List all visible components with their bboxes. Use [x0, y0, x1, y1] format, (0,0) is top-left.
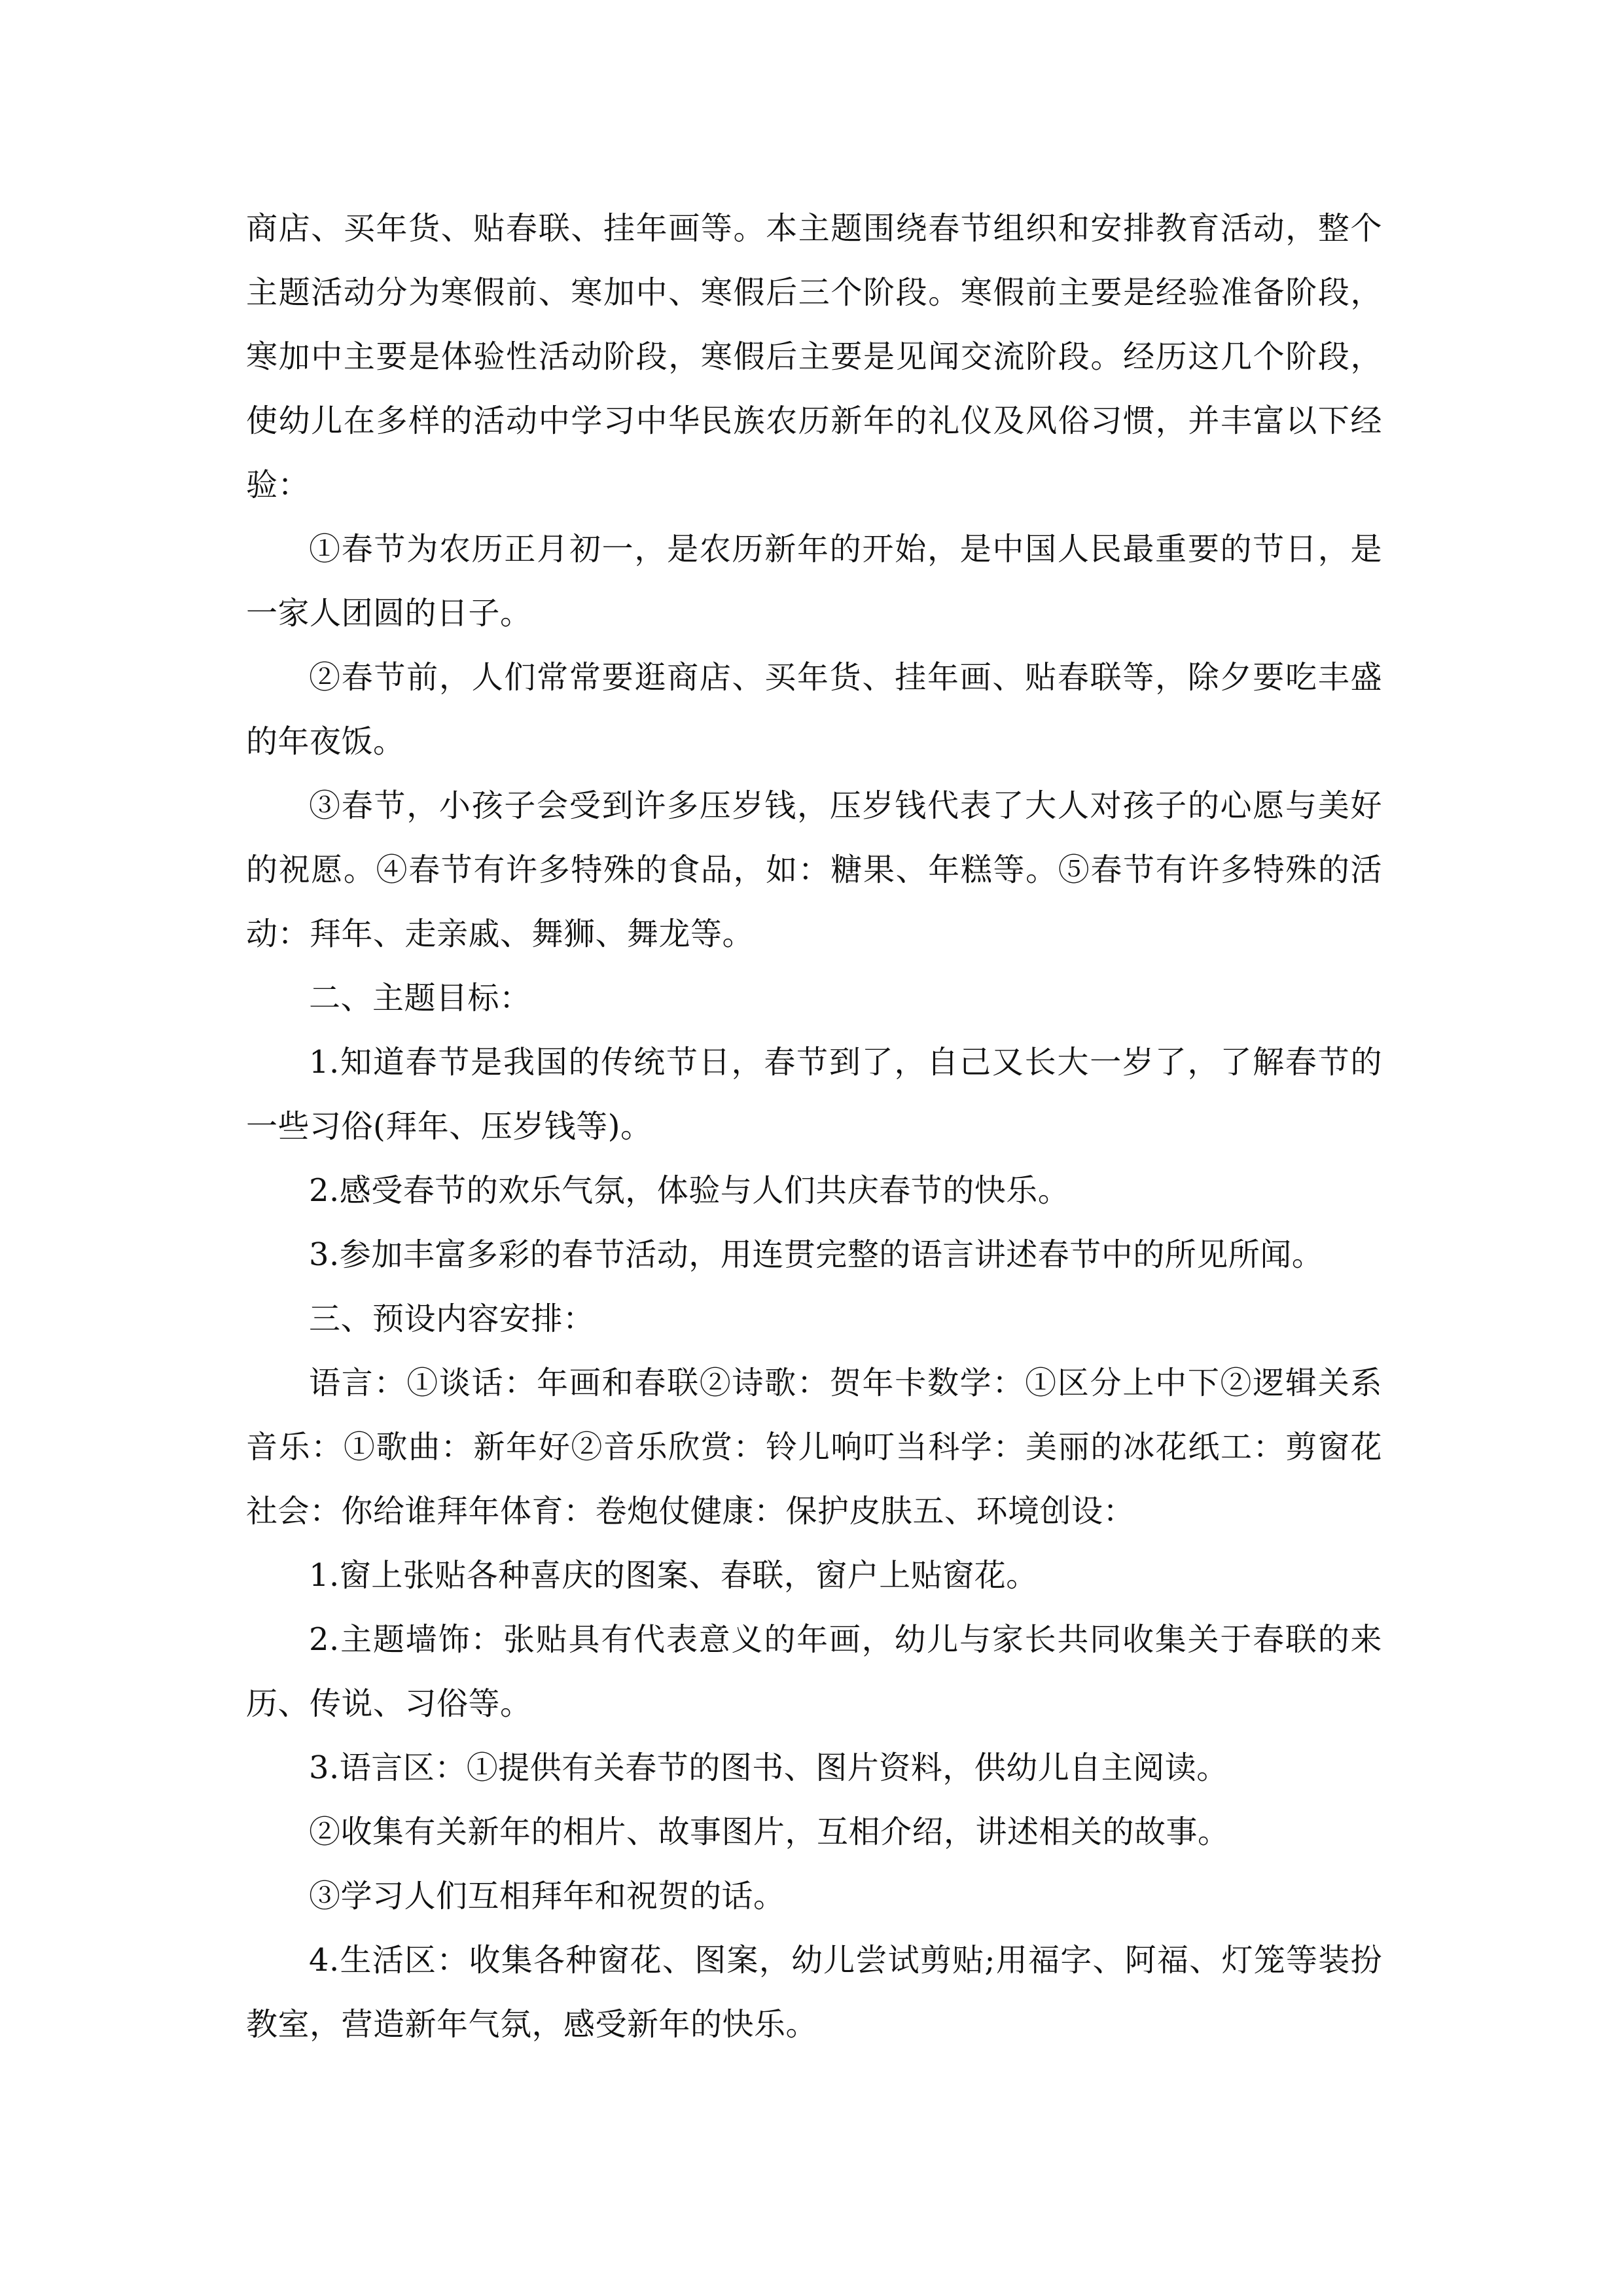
goal-item-1: 1.知道春节是我国的传统节日，春节到了，自己又长大一岁了，了解春节的一些习俗(拜年、压岁钱等)。: [246, 1044, 1382, 1145]
paragraph-experience-1: ①春节为农历正月初一，是农历新年的开始，是中国人民最重要的节日，是一家人团圆的日子。: [246, 531, 1382, 632]
paragraph-intro-continued: 商店、买年货、贴春联、挂年画等。本主题围绕春节组织和安排教育活动，整个主题活动分为寒假前、寒加中、寒假后三个阶段。寒假前主要是经验准备阶段，寒加中主要是体验性活动阶段，寒假后主要是见闻交流阶段。经历这几个阶段，使幼儿在多样的活动中学习中华民族农历新年的礼仪及风俗习惯，并丰富以下经验：: [246, 210, 1382, 503]
environment-item-3: 3.语言区：①提供有关春节的图书、图片资料，供幼儿自主阅读。: [309, 1749, 1228, 1786]
section-heading-content: 三、预设内容安排：: [309, 1300, 595, 1337]
environment-item-2: 2.主题墙饰：张贴具有代表意义的年画，幼儿与家长共同收集关于春联的来历、传说、习俗等。: [246, 1621, 1382, 1722]
document-body: [246, 196, 1382, 2056]
environment-item-3-sub-2: ②收集有关新年的相片、故事图片，互相介绍，讲述相关的故事。: [309, 1814, 1230, 1850]
environment-item-3-sub-3: ③学习人们互相拜年和祝贺的话。: [309, 1878, 785, 1914]
environment-item-1: 1.窗上张贴各种喜庆的图案、春联，窗户上贴窗花。: [309, 1557, 1038, 1594]
environment-item-4: 4.生活区：收集各种窗花、图案，幼儿尝试剪贴;用福字、阿福、灯笼等装扮教室，营造新年气氛，感受新年的快乐。: [246, 1942, 1382, 2043]
paragraph-experience-2: ②春节前，人们常常要逛商店、买年货、挂年画、贴春联等，除夕要吃丰盛的年夜饭。: [246, 659, 1382, 760]
goal-item-2: 2.感受春节的欢乐气氛，体验与人们共庆春节的快乐。: [309, 1172, 1070, 1209]
paragraph-curriculum: 语言：①谈话：年画和春联②诗歌：贺年卡数学：①区分上中下②逻辑关系音乐：①歌曲：新年好②音乐欣赏：铃儿响叮当科学：美丽的冰花纸工：剪窗花社会：你给谁拜年体育：卷炮仗健康：保护皮肤五、环境创设：: [246, 1365, 1382, 1530]
goal-item-3: 3.参加丰富多彩的春节活动，用连贯完整的语言讲述春节中的所见所闻。: [309, 1236, 1324, 1273]
paragraph-experience-3-5: ③春节，小孩子会受到许多压岁钱，压岁钱代表了大人对孩子的心愿与美好的祝愿。④春节有许多特殊的食品，如：糖果、年糕等。⑤春节有许多特殊的活动：拜年、走亲戚、舞狮、舞龙等。: [246, 787, 1382, 952]
section-heading-goals: 二、主题目标：: [309, 980, 531, 1016]
